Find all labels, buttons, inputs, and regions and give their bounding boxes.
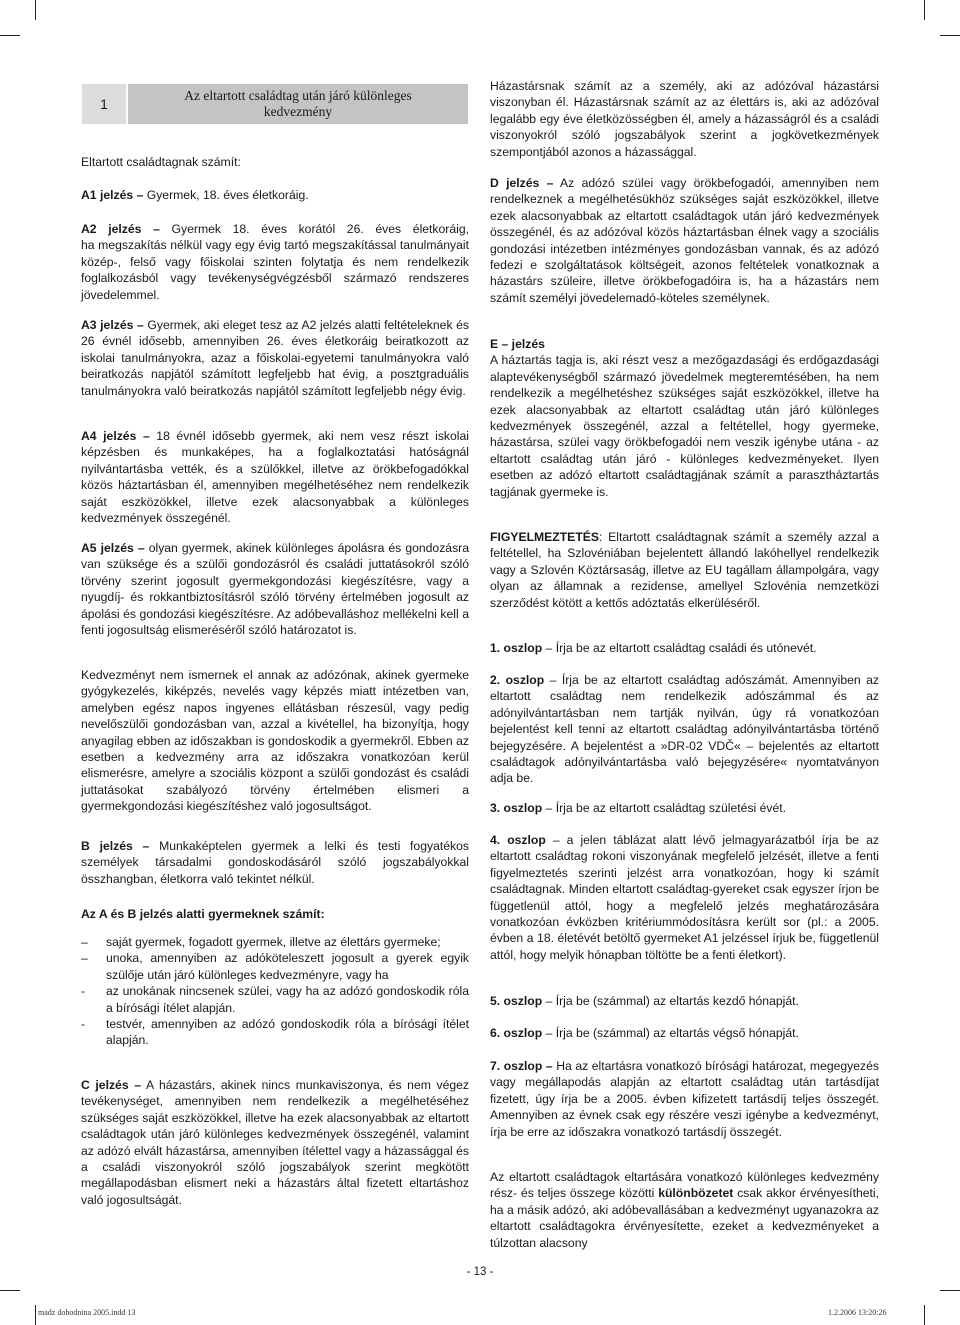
print-slug-file: madz dohodnina 2005.indd 13 [38, 1308, 136, 1317]
column1-instruction [490, 640, 879, 656]
d-dash: – [546, 176, 554, 190]
c-definition [81, 1077, 469, 1208]
list-text: testvér, amennyiben az adózó gondoskodik róla a bírósági ítélet alapján. [106, 1017, 469, 1048]
list-item [81, 1016, 469, 1049]
a3-text: Gyermek, aki eleget tesz az A2 jelzés alatti feltételeknek és 26 évnél idősebb, amennyiben 26. éves életkoráig beiratkozott az iskolai tanulmányokra, azaz a főiskolai-egyetemi tanulmányokra való beiratkozás napjától számított legfeljebb hat évig, a posztgraduális tanulmányokra való beiratkozás napjától számított legfeljebb négy évig. [81, 318, 470, 398]
c-dash: – [134, 1078, 141, 1092]
col1-label: 1. oszlop [490, 641, 543, 655]
warning-text: : Eltartott családtagnak számít a személy azzal a feltétellel, ha Szlovéniában bejelentett állandó lakóhellyel rendelkezik vagy a Szlovén Köztársaság, illetve az EU tagállam állampolgára, vagy olyan az államnak a rezidense, amellyel Szlovénia nemzetközi szerződést kötött a kettős adóztatás elkerüléséről. [490, 530, 879, 610]
a3-label: A3 jelzés [81, 318, 134, 332]
col5-label: 5. oszlop [490, 994, 543, 1008]
a2-definition [81, 221, 469, 303]
a1-dash: – [136, 188, 144, 202]
c-text: A házastárs, akinek nincs munkaviszonya, és nem végez tevékenységet, amennyiben nem rendelkezik a megélhetéséhez szükséges saját eszközökkel, illetve ha ezek alacsonyabbak az eltartott családtagok után járó különleges kedvezmények összegénél, valamint az adózó elvált házastársa, amennyiben ítélettel vagy a házassággal és a családi viszonyokról szóló jogszabályok szerint megkötött megállapodásban elismert neki a házastárs által fizetett eltartáshoz való jogosultságát. [81, 1078, 469, 1207]
a4-dash: – [142, 429, 150, 443]
b-text: Munkaképtelen gyermek a lelki és testi fogyatékos személyek társadalmi gondoskodásáról szóló jogszabályokkal összhangban, életkorra való tekintet nélkül. [81, 839, 469, 886]
a2-first-text: Gyermek 18. éves korától 26. éves életkoráig, [171, 222, 470, 236]
a2-text: ha megszakítás nélkül vagy egy évig tartó megszakítással tanulmányait közép-, felső vagy főiskolai szinten folytatja és nem rendelkezik foglalkozásból vagy tevékenységvégzésből származó rendszeres jövedelemmel. [81, 238, 469, 302]
list-dash: - [81, 984, 86, 999]
column3-instruction [490, 800, 879, 816]
column4-instruction [490, 832, 879, 963]
list-dash: - [81, 1017, 86, 1032]
a4-text: 18 évnél idősebb gyermek, aki nem vesz részt iskolai képzésben és munkaképes, ha a foglalkoztatási hatóságnál nyilvántartásba vették, és a szülőkkel, illetve az örökbefogadókkal közös háztartásban él, amennyiben megélhetéséhez nem rendelkezik saját eszközökkel, illetve ezek alacsonyabbak a különleges kedvezmények összegénél. [81, 429, 470, 526]
warning-paragraph [490, 529, 879, 611]
list-text: az unokának nincsenek szülei, vagy ha az adózó gondoskodik róla a bírósági ítélet alapján. [106, 984, 469, 1015]
b-definition [81, 838, 469, 887]
c-label: C jelzés [81, 1078, 129, 1092]
e-text: A háztartás tagja is, aki részt vesz a mezőgazdasági és erdőgazdasági alaptevékenységből származó jövedelmek megteremtésében, ha nem rendelkezik a megélhetéshez szükséges saját eszközökkel, illetve ha ezek alacsonyabbak az eltartott családtag után járó különleges kedvezmények összegénél, azzal a feltétellel, hogy gyermeke, házastársa, szülei vagy örökbefogadói nem veszik igénybe utána - az eltartott családtag után járó - különleges kedvezményeket. Ilyen esetben az adózó eltartott családtagjának számít a parasztháztartás tagjának gyermeke is. [490, 353, 879, 499]
d-definition [490, 175, 879, 306]
col4-label: 4. oszlop [490, 833, 546, 847]
a1-definition [81, 187, 469, 203]
a2-label: A2 jelzés [81, 222, 142, 236]
difference-bold-term: különbözetet [658, 1186, 734, 1201]
col6-label: 6. oszlop [490, 1026, 543, 1040]
col4-text: a jelen táblázat alatt lévő jelmagyarázatból írja be az eltartott családtag rokoni viszonyának megfelelő jelzését, illetve a fenti figyelmeztetés szerinti jelzést arra vonatkozóan, hogy ki számít családtagnak. Minden eltartott családtag-gyereket csak egyszer írjon be függetlenül attól, hogy a megfelelő jelzés meghatározására vonatkozóan évközben kritériummódosításra került sor (pl.: a 2005. évben a 18. életévét betöltő gyermeket A1 jelzéssel írjuk be, függetlenül attól, hogy melyik hónapban töltötte be a fenti életkort). [490, 833, 879, 962]
col2-text: Írja be az eltartott családtag adószámát. Amennyiben az eltartott családtag nem rendelkezik adószámmal és az adónyilvántartásban nem tartják nyilván, úgy rá vonatkozóan bejelentést kell tenni az eltartott családtag adónyilvántartásba történő bejegyzésére. A bejelentést a »DR-02 VDČ« – bejelentés az eltartott családtagok adónyilvántartásba való bejegyzésére« nyomtatványon adja be. [490, 673, 879, 786]
print-slug-date: 1.2.2006 13:20:26 [828, 1308, 887, 1317]
column2-instruction [490, 672, 879, 787]
a3-dash: – [137, 318, 144, 332]
difference-text-end: csak akkor érvényesítheti, ha a másik adózó, aki adóbevallásában a kedvezményt ugyanazokra az eltartott családtagokra érvényesítette, ezeket a kedvezményeket a túlzottan alacsony [490, 1186, 879, 1250]
list-item [81, 950, 469, 983]
warning-label: FIGYELMEZTETÉS [490, 530, 600, 544]
e-label: E – jelzés [490, 337, 545, 351]
a3-definition [81, 317, 469, 399]
a2-dash: – [153, 222, 160, 236]
ab-list [81, 934, 469, 1049]
column6-instruction [490, 1025, 879, 1041]
a4-definition [81, 428, 469, 526]
b-dash: – [142, 839, 150, 853]
col2-label: 2. oszlop [490, 673, 545, 687]
section-title-line2: kedvezmény [263, 104, 333, 119]
section-title [128, 84, 468, 124]
list-text: unoka, amennyiben az adóköteleszett jogosult a gyerek egyik szülője után járó különleges kedvezményre, vagy ha [106, 951, 469, 982]
page-number: - 13 - [466, 1266, 494, 1278]
spouse-paragraph: Házastársnak számít az a személy, aki az adózóval házastársi viszonyban él. Házastársnak számít az az élettárs is, aki az adózóval legalább egy éve életközösségben él, amely a házasságról és a családi viszonyokról szóló jogszabályok szerint a jogkövetkezmények szempontjából azonos a házassággal. [490, 79, 879, 159]
a5-text: olyan gyermek, akinek különleges ápolásra és gondozásra van szüksége és a szülői gondozásról és családi juttatásokról szóló törvény szerint jogosult gyermekgondozási kiegészítésre, vagy a nyugdíj- és rokkantbiztosításról szóló törvény értelmében jogosult az ápolási és gondozási kiegészítésre. Az adóbevalláshoz mellékelni kell a fenti jogosultság elismeréséről szóló határozatot is. [81, 541, 470, 638]
d-text: Az adózó szülei vagy örökbefogadói, amennyiben nem rendelkeznek a megélhetésükhöz szükséges saját eszközökkel, illetve ezek alacsonyabbak az eltartott családtagok után járó kedvezmények összegénél, és az adózóval közös háztartásban élnek vagy a szociális gondozási intézetben intézményes gondozásban vannak, és az adózó fedezi e szolgáltatások költségeit, azonos feltételek vonatkoznak a házastárs szüleire, illetve örökbefogadóira is, ha a házastárs nem számít személyi jövedelemadó-köteles személynek. [490, 176, 879, 305]
exception-paragraph: Kedvezményt nem ismernek el annak az adózónak, akinek gyermeke gyógykezelés, kiképzés, nevelés vagy képzés miatt intézetben van, amelyben egész napos ingyenes ellátásban részesül, vagy pedig nevelőszülői gondozásban van, azzal a kivétellel, ha bizonyítja, hogy anyagilag ebben az időszakban is gondoskodik a gyermekről. Ebben az esetben a kedvezmény arra az időszakra vonatkozóan kerül elismerésre, amelyre a szociális központ a szülői gondozást és családi juttatásokat szabályozó törvény értelmében elismeri a gyermekgondozási kiegészítéshez való jogosultságot. [81, 668, 469, 814]
d-label: D jelzés [490, 176, 540, 190]
a5-definition [81, 540, 469, 638]
a1-text: Gyermek, 18. éves életkoráig. [146, 188, 309, 202]
col4-dash: – [552, 833, 560, 847]
col7-label: 7. oszlop [490, 1059, 543, 1073]
section-number: 1 [82, 84, 126, 124]
col3-dash: – [545, 801, 553, 815]
col3-text: Írja be az eltartott családtag születési évét. [555, 801, 787, 815]
list-dash: – [81, 951, 88, 966]
a5-dash: – [137, 541, 145, 555]
section-title-line1: Az eltartott családtag után járó különleges [184, 88, 412, 103]
ab-heading: Az A és B jelzés alatti gyermeknek számít: [81, 907, 325, 921]
col6-text: Írja be (számmal) az eltartás végső hónapját. [555, 1026, 799, 1040]
list-item [81, 934, 469, 950]
difference-paragraph [490, 1169, 879, 1251]
col3-label: 3. oszlop [490, 801, 543, 815]
list-dash: – [81, 935, 88, 949]
column7-instruction [490, 1058, 879, 1140]
list-text: saját gyermek, fogadott gyermek, illetve az élettárs gyermeke; [106, 935, 441, 949]
column5-instruction [490, 993, 879, 1009]
col1-dash: – [545, 641, 553, 655]
col5-dash: – [545, 994, 553, 1008]
list-item [81, 983, 469, 1016]
e-definition [490, 336, 879, 500]
col5-text: Írja be (számmal) az eltartás kezdő hónapját. [555, 994, 799, 1008]
intro-text: Eltartott családtagnak számít: [81, 155, 241, 169]
section-header [82, 84, 468, 124]
a4-label: A4 jelzés [81, 429, 137, 443]
col7-dash: – [545, 1059, 553, 1073]
col1-text: Írja be az eltartott családtag családi és utónevét. [555, 641, 817, 655]
col6-dash: – [545, 1026, 553, 1040]
a2-first-line [81, 221, 469, 237]
col2-dash: – [549, 673, 557, 687]
difference-text-start: Az eltartott családtagok eltartására vonatkozó különleges kedvezmény rész- és teljes összege közötti [490, 1170, 879, 1201]
b-label: B jelzés [81, 839, 133, 853]
col7-text: Ha az eltartásra vonatkozó bírósági határozat, megegyezés vagy megállapodás alapján az eltartott családtag után tartásdíjat fizetett, úgy írja be a 2005. évben kifizetett tartásdíj teljes összegét. Amennyiben az évnek csak egy részére veszi igénybe a kedvezményt, írja be erre az időszakra vonatkozó tartásdíj összegét. [490, 1059, 879, 1139]
a1-label: A1 jelzés [81, 188, 134, 202]
a5-label: A5 jelzés [81, 541, 134, 555]
